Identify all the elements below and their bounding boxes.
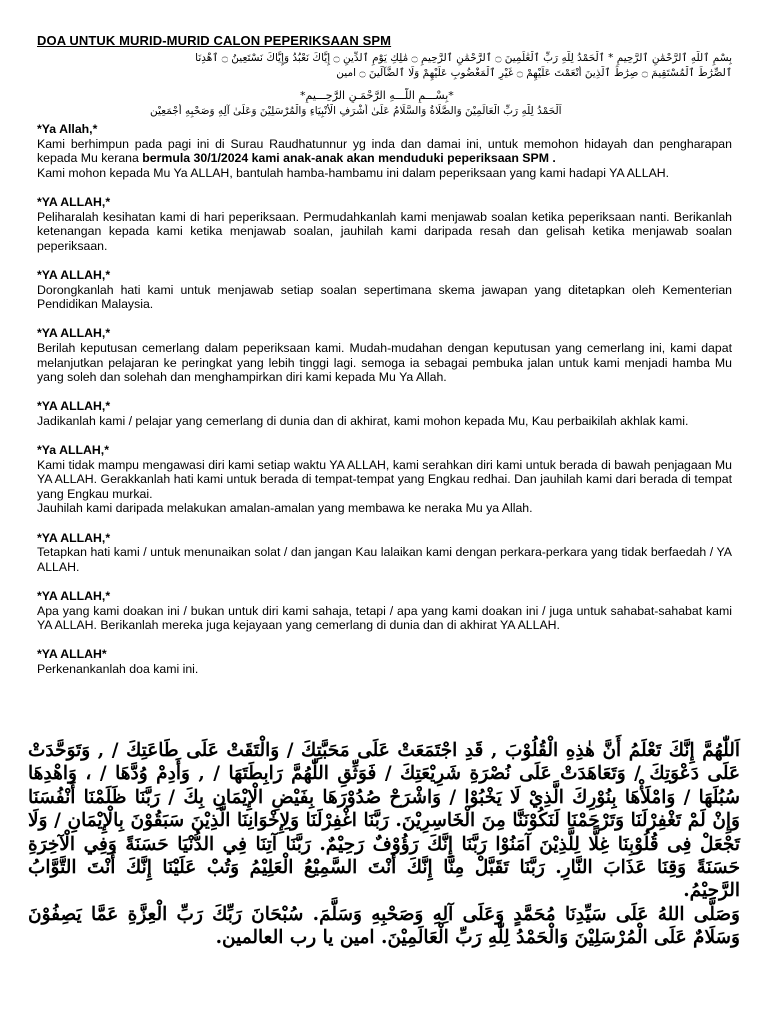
spacer bbox=[37, 253, 732, 268]
section-heading: *YA ALLAH,* bbox=[37, 399, 111, 414]
arabic-doa-closing: وَصَلَّى اللهُ عَلَى سَيِّدِنَا مُحَمَّدٍ وَعَلَى آلِهِ وَصَحْبِهِ وَسَلَّمَ. سُبْحَانَ رَبِّكَ رَبِّ الْعِزَّةِ عَمَّا يَصِفُوْنَ وَسَلَامٌ عَلَى الْمُرْسَلِيْنَ وَالْحَمْدُ لِلّٰهِ رَبِّ الْعَالَمِيْنَ. امين يا رب العالمين. bbox=[28, 903, 740, 949]
section-paragraph: Apa yang kami doakan ini / bukan untuk diri kami sahaja, tetapi / apa yang kami doakan ini / juga untuk sahabat-sahabat kami YA ALLAH. Berikanlah mereka juga kejayaan yang cemerlang di dunia dan di akhirat YA ALLAH. bbox=[37, 603, 732, 633]
spacer bbox=[37, 633, 732, 648]
section-5 bbox=[37, 399, 732, 428]
spacer bbox=[37, 516, 732, 531]
arabic-header-basmala: *بِسْـــمِ اللّـــهِ الرَّحْمَـنِ الرَّحِـــيمِ* bbox=[300, 89, 454, 102]
section-3 bbox=[37, 268, 732, 312]
section-heading: *YA ALLAH,* bbox=[37, 267, 111, 282]
section-paragraph: Dorongkanlah hati kami untuk menjawab setiap soalan sepertimana skema jawapan yang ditetapkan oleh Kementerian Pendidikan Malaysia. bbox=[37, 282, 732, 312]
spacer bbox=[37, 574, 732, 589]
paragraph-bold-text: bermula 30/1/2024 kami anak-anak akan menduduki peperiksaan SPM . bbox=[142, 151, 556, 166]
section-paragraph: Kami mohon kepada Mu Ya ALLAH, bantulah hamba-hambamu ini dalam peperiksaan yang kami hadapi YA ALLAH. bbox=[37, 165, 670, 180]
arabic-doa-paragraph: اَللّٰهُمَّ إِنَّكَ تَعْلَمُ أَنَّ هٰذِهِ الْقُلُوْبَ , قَدِ اجْتَمَعَتْ عَلَى مَحَبَّتِكَ / وَالْتَقَتْ عَلَى طَاعَتِكَ / , وَتَوَحَّدَتْ عَلَى دَعْوَتِكَ / وَتَعَاهَدَتْ عَلَى نُصْرَةِ شَرِيْعَتِكَ / فَوَثِّقِ اللّٰهُمَّ رَابِطَتَهَا / , وَأَدِمْ وُدَّهَا / ، وَاهْدِهَا سُبُلَهَا / وَامْلَأْهَا بِنُوْرِكَ الَّذِيْ لَا يَخْبُوْا / وَاشْرَحْ صُدُوْرَهَا بِفَيْضِ الْإِيْمَانِ بِكَ / رَبَّنَا ظَلَمْنَا أَنْفُسَنَا وَإِنْ لَمْ تَغْفِرْلَنَا وَتَرْحَمْنَا لَنَكُوْنَنَّا مِنَ الْخَاسِرِيْنَ. رَبَّنَا اغْفِرْلَنَا وَلِإِخْوَانِنَا الَّذِيْنَ سَبَقُوْنَ بِالْإِيْمَانِ / وَلَا تَجْعَلْ فِى قُلُوْبِنَا غِلًّا لِلَّذِيْنَ آمَنُوْا رَبَّنَا إِنَّكَ رَؤُوْفٌ رَحِيْمٌ. رَبَّنَا آتِنَا فِي الدُّنْيَا حَسَنَةً وَفِي الْآخِرَةِ حَسَنَةً وَقِنَا عَذَابَ النَّارِ. رَبَّنَا تَقَبَّلْ مِنَّا إِنَّكَ أَنْتَ السَّمِيْعُ الْعَلِيْمُ وَتُبْ عَلَيْنَا إِنَّكَ أَنْتَ التَّوَّابُ الرَّحِيْمُ. bbox=[28, 740, 740, 902]
arabic-doa bbox=[28, 739, 740, 950]
section-paragraph: Perkenankanlah doa kami ini. bbox=[37, 661, 199, 676]
section-heading: *YA ALLAH,* bbox=[37, 326, 111, 341]
section-paragraph bbox=[37, 137, 732, 166]
section-heading: *YA ALLAH,* bbox=[37, 530, 111, 545]
section-6 bbox=[37, 443, 732, 516]
section-7 bbox=[37, 531, 732, 575]
spacer bbox=[37, 180, 732, 195]
section-paragraph: Jadikanlah kami / pelajar yang cemerlang di dunia dan di akhirat, kami mohon kepada Mu, Kau perbaikilah akhlak kami. bbox=[37, 413, 689, 428]
paragraph-text: Kami berhimpun pada pagi ini di Surau Raudhatunnur yg inda dan damai ini, untuk memohon hidayah dan pengharapan kepada Mu kerana bbox=[37, 136, 732, 166]
section-4 bbox=[37, 326, 732, 384]
section-paragraph: Berilah keputusan cemerlang dalam peperiksaan kami. Mudah-mudahan dengan keputusan yang cemerlang ini, kami dapat melanjutkan pelajaran ke peringkat yang lebih tinggi lagi. semoga ia sebagai pembuka jalan untuk kami menjadi hamba Mu yang soleh dan solehah dan menghampirkan diri kami kepada Mu Ya Allah. bbox=[37, 340, 732, 385]
section-paragraph: Tetapkan hati kami / untuk menunaikan solat / dan jangan Kau lalaikan kami dengan perkara-perkara yang tidak berfaedah / YA ALLAH. bbox=[37, 545, 732, 574]
section-paragraph: Peliharalah kesihatan kami di hari peperiksaan. Permudahkanlah kami menjawab soalan ketika peperiksaan nanti. Berikanlah ketenangan kepada kami ketika menjawab soalan, jauhilah kami daripada resah dan gelisah ketika menjawab soalan peperiksaan. bbox=[37, 209, 732, 253]
document-title: DOA UNTUK MURID-MURID CALON PEPERIKSAAN SPM bbox=[37, 33, 392, 48]
section-heading: *YA ALLAH* bbox=[37, 647, 107, 662]
section-9 bbox=[37, 647, 732, 676]
section-1 bbox=[37, 122, 732, 180]
section-paragraph: Jauhilah kami daripada melakukan amalan-amalan yang membawa ke neraka Mu ya Allah. bbox=[37, 501, 533, 516]
section-2 bbox=[37, 195, 732, 253]
doa-body bbox=[37, 122, 732, 677]
arabic-header-line-2: ٱلصِّرَٰطَ ٱلْمُسْتَقِيمَ ۝ صِرَٰطَ ٱلَّذِينَ أَنْعَمْتَ عَلَيْهِمْ ۝ غَيْرِ ٱلْمَغْضُوبِ عَلَيْهِمْ وَلَا ٱلضَّآلِّينَ ۝ امين bbox=[336, 67, 732, 79]
section-heading: *YA ALLAH,* bbox=[37, 589, 111, 603]
section-heading: *Ya ALLAH,* bbox=[37, 443, 109, 458]
section-heading: *Ya Allah,* bbox=[37, 122, 98, 136]
spacer bbox=[37, 312, 732, 327]
arabic-header-line-1: بِسْمِ ٱللَّهِ ٱلرَّحْمَٰنِ ٱلرَّحِيمِ * ٱلْحَمْدُ لِلَّهِ رَبِّ ٱلْعَٰلَمِينَ ۝ ٱلرَّحْمَٰنِ ٱلرَّحِيمِ ۝ مَٰلِكِ يَوْمِ ٱلدِّينِ ۝ إِيَّاكَ نَعْبُدُ وَإِيَّاكَ نَسْتَعِينُ ۝ ٱهْدِنَا bbox=[195, 52, 732, 64]
section-paragraph: Kami tidak mampu mengawasi diri kami setiap waktu YA ALLAH, kami serahkan diri kami untuk berada di bawah penjagaan Mu YA ALLAH. Gerakkanlah hati kami untuk berada di tempat-tempat yang Engkau redhai. Dan jauhilah kami dari berada di tempat yang Engkau murkai. bbox=[37, 457, 732, 501]
spacer bbox=[37, 428, 732, 443]
section-8 bbox=[37, 589, 732, 633]
section-heading: *YA ALLAH,* bbox=[37, 194, 111, 209]
arabic-header-line-4: اَلْحَمْدُ لِلّٰهِ رَبِّ الْعَالَمِيْنَ وَالصَّلَاةُ وَالسَّلَامُ عَلَىٰ أَشْرَفِ الْأَنْبِيَاءِ وَالْمُرْسَلِيْنَ وَعَلَىٰ آلِهِ وَصَحْبِهِ أَجْمَعِيْن bbox=[150, 105, 562, 117]
spacer bbox=[37, 385, 732, 400]
